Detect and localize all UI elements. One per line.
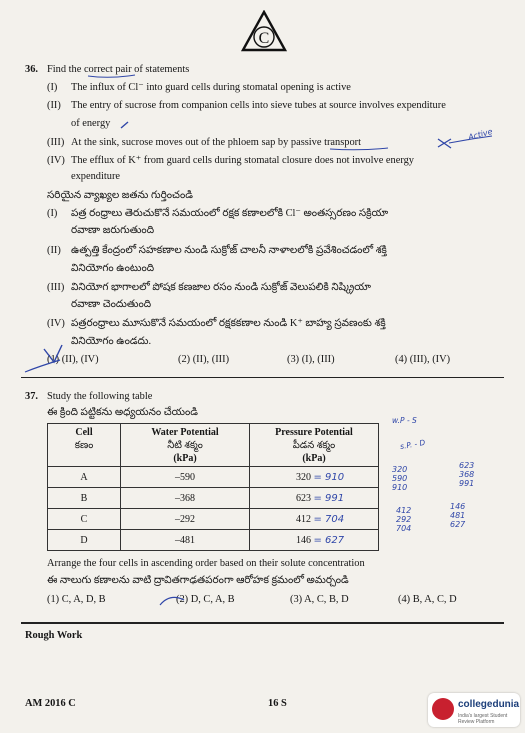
table-row	[48, 530, 379, 551]
option-4: (4) (III), (IV)	[395, 354, 451, 365]
page-number: 16 S	[268, 698, 287, 709]
telugu-stem: సరియైన వ్యాఖ్యల జతను గుర్తించండి	[47, 190, 193, 201]
cell-label: A	[48, 467, 121, 488]
option-2: (2) D, C, A, B	[176, 594, 235, 605]
telugu-statement-num: (II)	[47, 245, 61, 256]
rough-work-label: Rough Work	[25, 630, 83, 641]
table-row	[48, 488, 379, 509]
table-note: = 627	[313, 534, 345, 546]
cell-label: C	[48, 509, 121, 530]
option-3: (3) (I), (III)	[287, 354, 335, 365]
cell-label: B	[48, 488, 121, 509]
option-1: (1) (II), (IV)	[47, 354, 99, 365]
water-potential: –590	[121, 467, 250, 488]
table-row	[48, 467, 379, 488]
paper-code: AM 2016 C	[25, 698, 76, 709]
brand-logo-icon	[432, 698, 454, 720]
side-calc-b: 623 368 991	[459, 461, 475, 488]
statement-num: (IV)	[47, 155, 65, 166]
question-37-instruction: Arrange the four cells in ascending order based on their solute concentration	[47, 558, 365, 569]
option-3: (3) A, C, B, D	[290, 594, 349, 605]
pressure-potential: 623	[296, 492, 311, 504]
statement-text: At the sink, sucrose moves out of the phloem sap by passive transport	[71, 137, 362, 148]
brand-name: collegedunia	[458, 699, 520, 710]
table-row	[48, 509, 379, 530]
telugu-statement-num: (IV)	[47, 318, 65, 329]
statement-text: of energy	[71, 118, 111, 129]
side-calc-a: 320 590 910	[392, 465, 408, 492]
statement-num: (II)	[47, 100, 61, 111]
potential-table	[47, 423, 379, 551]
telugu-statement-text: వినియోగ భాగాలలో పోషక కణజాల రసం నుండి సుక్రోజ్ వెలుపలికి నిష్క్రియా	[71, 282, 371, 293]
statement-num: (III)	[47, 137, 65, 148]
option-1: (1) C, A, D, B	[47, 594, 106, 605]
statement-text: The efflux of K⁺ from guard cells during stomatal closure does not involve energy	[71, 155, 414, 166]
answer-mark	[150, 590, 210, 610]
table-note: = 910	[313, 471, 345, 483]
set-code: C	[258, 30, 270, 47]
water-potential: –481	[121, 530, 250, 551]
col-header-water-potential: Water Potential నీటి శక్మం (kPa)	[121, 424, 250, 467]
side-note-wp: w.P - S	[392, 416, 417, 425]
statement-text: The influx of Cl⁻ into guard cells during stomatal opening is active	[71, 82, 351, 93]
question-36-stem: Find the correct pair of statements	[47, 64, 190, 75]
option-4: (4) B, A, C, D	[398, 594, 457, 605]
rough-work-divider	[21, 622, 504, 624]
telugu-statement-text: వినియోగం ఉండదు.	[71, 336, 152, 347]
section-divider	[21, 377, 504, 378]
pressure-potential: 320	[296, 471, 311, 483]
telugu-statement-num: (III)	[47, 282, 65, 293]
water-potential: –292	[121, 509, 250, 530]
margin-note-active: Active	[467, 126, 494, 143]
question-37-number: 37.	[25, 391, 38, 402]
side-calc-c: 412 292 704	[396, 506, 412, 533]
question-37-telugu-stem: ఈ క్రింది పట్టికను అధ్యయనం చేయండి	[47, 407, 198, 418]
table-note: = 704	[313, 513, 345, 525]
question-37-stem: Study the following table	[47, 391, 153, 402]
table-note: = 991	[313, 492, 345, 504]
col-header-cell: Cell కణం	[48, 424, 121, 467]
water-potential: –368	[121, 488, 250, 509]
telugu-statement-text: ఉత్పత్తి కేంద్రంలో సహకణాల నుండి సుక్రోజ్ చాలనీ నాళాలలోకి ప్రవేశించడంలో శక్తి	[71, 245, 387, 256]
side-note-sp: s.P. - D	[399, 437, 426, 452]
pressure-potential: 412	[296, 513, 311, 525]
brand-tagline: India's largest Student Review Platform	[458, 713, 508, 725]
option-2: (2) (II), (III)	[178, 354, 230, 365]
pressure-potential: 146	[296, 534, 311, 546]
telugu-statement-text: రవాణా జరుగుతుంది	[71, 225, 155, 236]
side-calc-d: 146 481 627	[450, 502, 466, 529]
telugu-statement-num: (I)	[47, 208, 58, 219]
cell-label: D	[48, 530, 121, 551]
collegedunia-watermark	[428, 693, 520, 727]
statement-num: (I)	[47, 82, 58, 93]
statement-text: The entry of sucrose from companion cells into sieve tubes at source involves expenditure	[71, 100, 446, 111]
telugu-statement-text: రవాణా చెందుతుంది	[71, 299, 152, 310]
question-36-number: 36.	[25, 64, 38, 75]
statement-text: expenditure	[71, 171, 121, 182]
col-header-pressure-potential: Pressure Potential పీడన శక్మం (kPa)	[250, 424, 379, 467]
question-37-telugu-instruction: ఈ నాలుగు కణాలను వాటి ద్రావితగాఢతపరంగా ఆరోహక క్రమంలో అమర్చండి	[47, 575, 349, 586]
telugu-statement-text: వినియోగం ఉంటుంది	[71, 263, 155, 274]
telugu-statement-text: పత్ర రంధ్రాలు తెరుచుకొనే సమయంలో రక్షక కణాలలోకి Cl⁻ అంతస్సరణం సక్రియా	[71, 208, 389, 219]
telugu-statement-text: పత్రరంధ్రాలు మూసుకొనే సమయంలో రక్షకకణాల నుండి K⁺ బాహ్య స్రవణంకు శక్తి	[71, 318, 386, 329]
